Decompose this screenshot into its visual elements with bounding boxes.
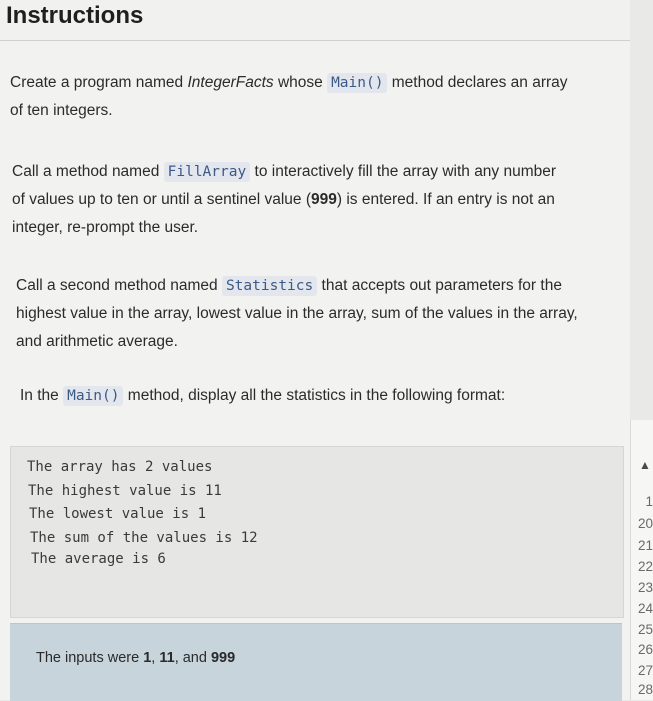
text: , and [174,650,211,666]
instructions-content [0,41,630,700]
line-number: 25 [637,622,653,637]
line-number: 20 [637,516,653,531]
text: In the [20,387,64,404]
line-number-gutter[interactable] [630,420,653,700]
sentinel-value: 999 [311,191,337,208]
output-line: The highest value is 11 [28,483,222,499]
line-number: 21 [637,538,653,553]
text: that accepts out parameters for the [317,277,562,294]
cursor-arrow-icon: ▲ [639,458,651,472]
text: whose [273,74,328,91]
line-number: 1 [645,494,653,509]
inline-code-main: Main() [63,386,123,406]
sample-output-block [10,446,624,618]
inline-code-statistics: Statistics [222,276,317,296]
text: Create a program named [10,74,188,91]
input-value: 11 [159,650,175,666]
output-line: The average is 6 [31,551,166,567]
text: and arithmetic average. [16,333,178,350]
output-line: The sum of the values is 12 [30,530,258,546]
text: method, display all the statistics in the following format: [123,387,506,404]
text: of ten integers. [10,102,113,119]
text: The inputs were [36,650,144,666]
line-number: 24 [637,601,653,616]
line-number: 28 [637,682,653,697]
text: ) is entered. If an entry is not an [336,191,555,208]
paragraph-1 [10,69,630,125]
paragraph-2 [12,158,628,242]
text: integer, re-prompt the user. [12,219,199,236]
text: to interactively fill the array with any number [250,163,557,180]
output-line: The lowest value is 1 [29,506,207,522]
text: method declares an array [387,74,568,91]
paragraph-3 [16,272,628,356]
line-number: 27 [637,663,653,678]
input-value: 1 [143,650,152,666]
line-number: 26 [637,642,653,657]
line-number: 23 [637,580,653,595]
program-name: IntegerFacts [187,74,274,91]
text: of values up to ten or until a sentinel value ( [12,191,311,208]
inline-code-main: Main() [327,73,387,93]
inputs-note [10,623,622,701]
line-number: 22 [637,559,653,574]
paragraph-4 [20,382,628,410]
text: , [151,650,160,666]
inline-code-fillarray: FillArray [164,162,251,182]
output-line: The array has 2 values [27,459,213,475]
inputs-text [36,650,235,666]
text: Call a second method named [16,277,222,294]
instructions-header [0,0,630,41]
page-title: Instructions [6,2,144,29]
text: highest value in the array, lowest value in the array, sum of the values in the array, [16,305,578,322]
text: Call a method named [12,163,164,180]
input-value: 999 [210,650,236,666]
